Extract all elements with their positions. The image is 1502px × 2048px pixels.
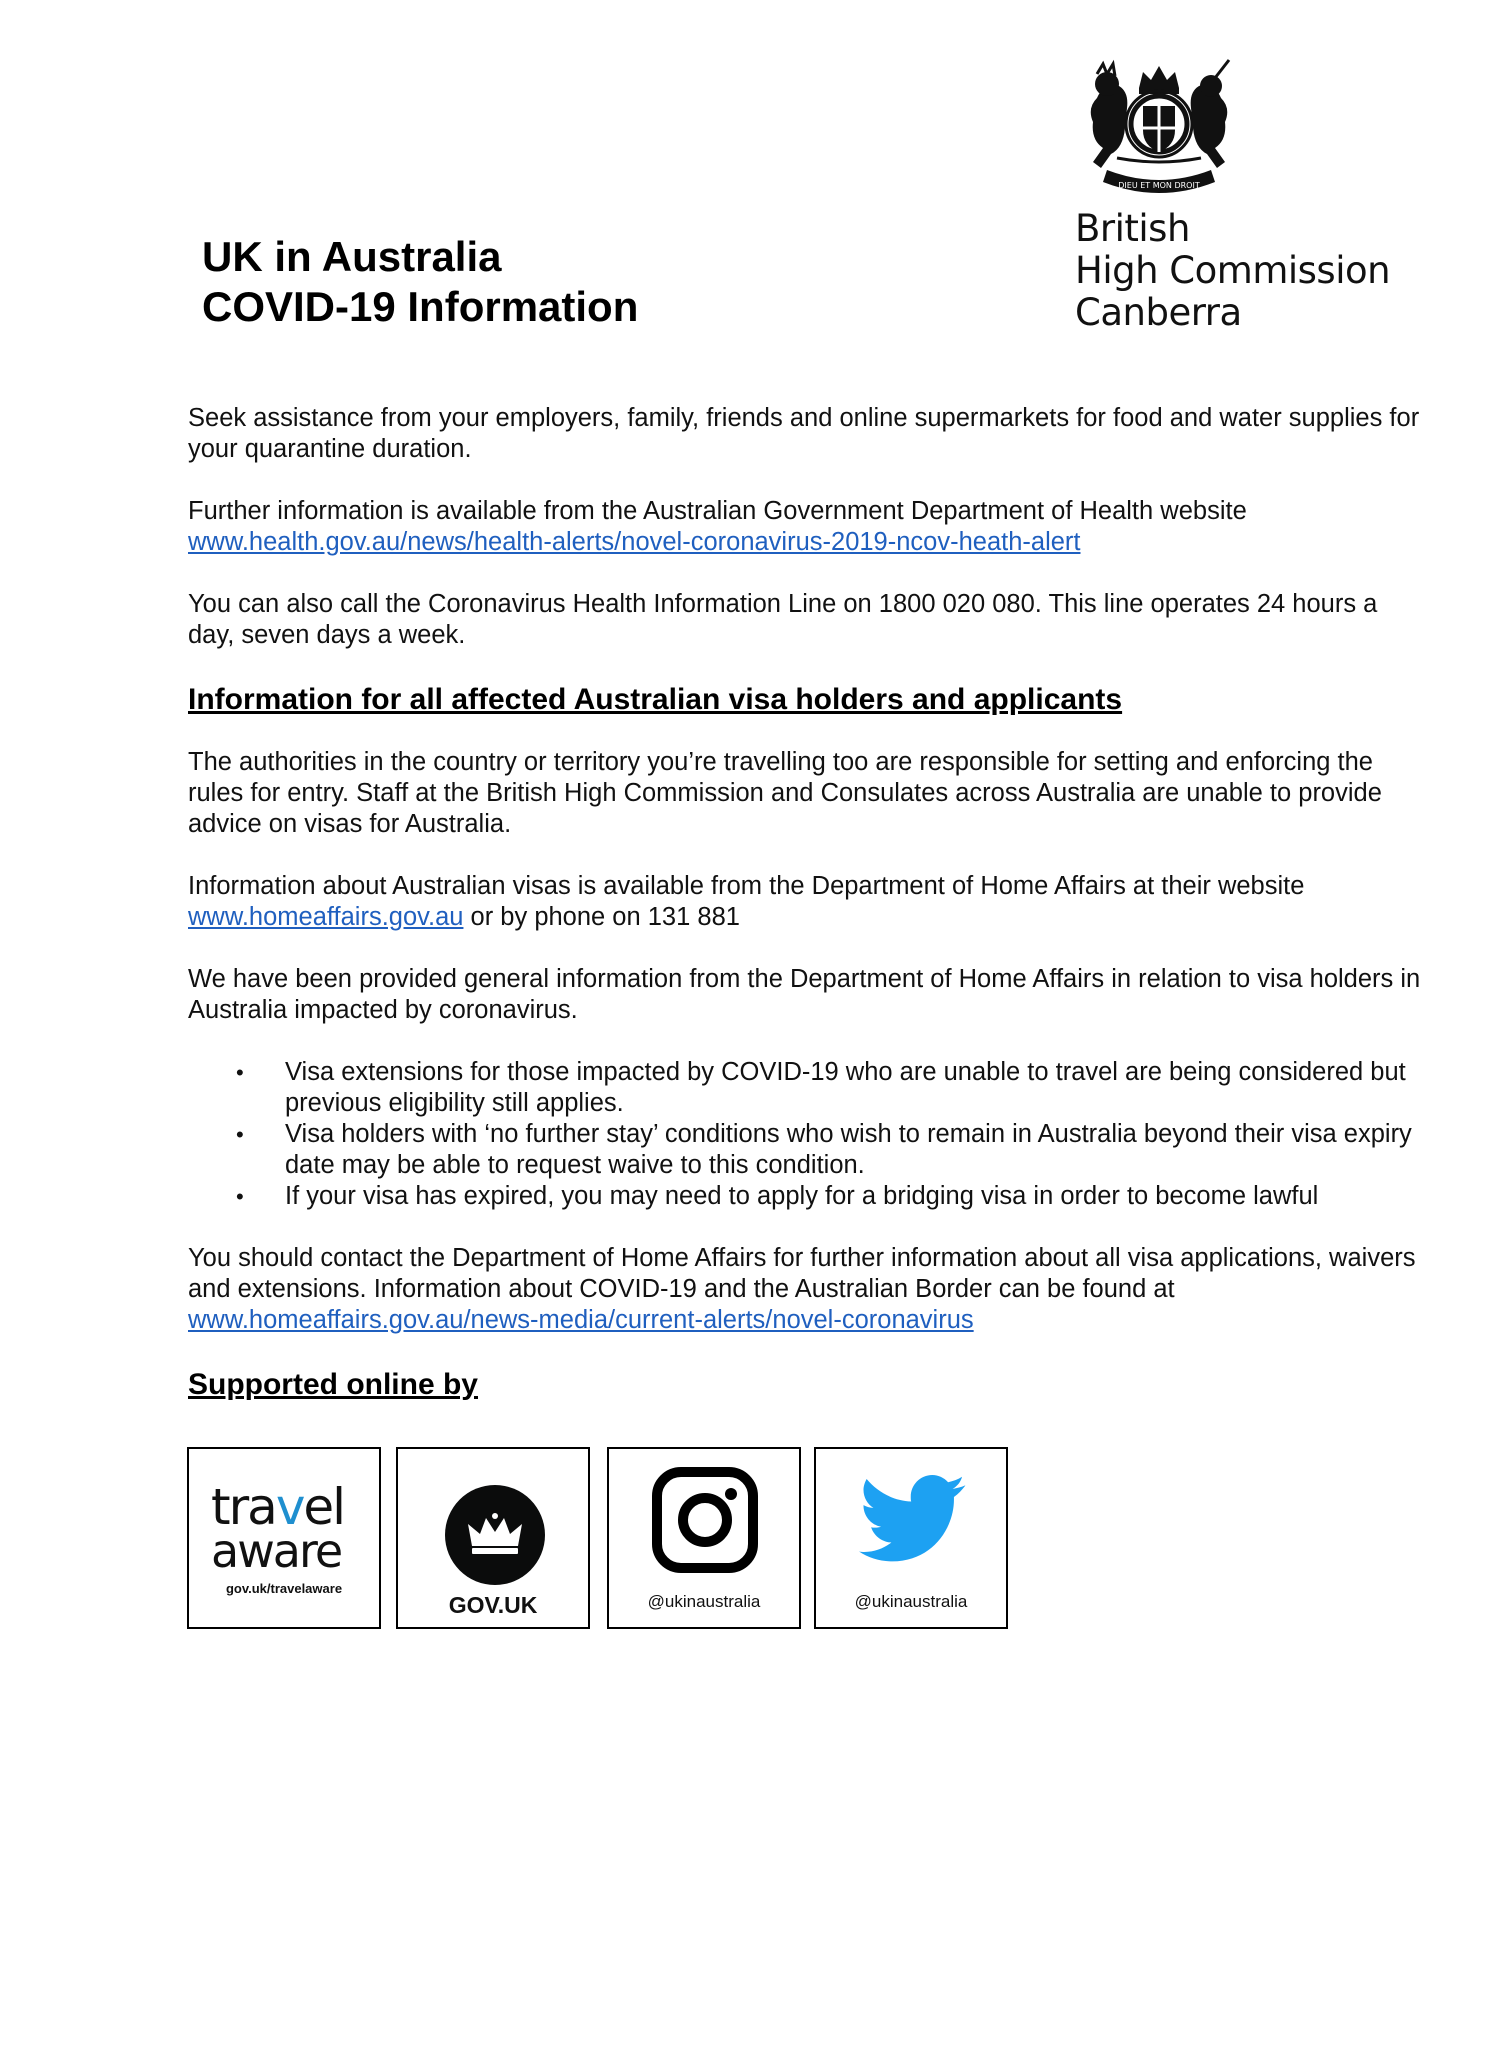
twitter-handle: @ukinaustralia: [854, 1592, 968, 1611]
health-gov-link[interactable]: www.health.gov.au/news/health-alerts/novel-coronavirus-2019-ncov-heath-alert: [188, 528, 1081, 556]
document-title: [202, 232, 638, 332]
health-info-text: Further information is available from the Australian Government Department of Health website: [188, 497, 1247, 525]
bullet-text: Visa holders with ‘no further stay’ conditions who wish to remain in Australia beyond their visa expiry date may be able to request waive to this condition.: [285, 1120, 1412, 1179]
list-item: [236, 1181, 1428, 1212]
instagram-icon: [651, 1466, 759, 1574]
paragraph-contact: [188, 1243, 1428, 1336]
govuk-label: GOV.UK: [448, 1592, 538, 1618]
twitter-badge[interactable]: [814, 1447, 1008, 1629]
instagram-handle: @ukinaustralia: [647, 1592, 761, 1611]
bullet-dot: •: [236, 1122, 244, 1147]
paragraph-general-info: We have been provided general information from the Department of Home Affairs in relation to visa holders in Australia impacted by coronavirus.: [188, 965, 1421, 1024]
bullet-text: Visa extensions for those impacted by COVID-19 who are unable to travel are being considered but previous eligibility still applies.: [285, 1058, 1406, 1117]
bullet-text: If your visa has expired, you may need to apply for a bridging visa in order to become lawful: [285, 1182, 1319, 1210]
organisation-name: [1075, 208, 1395, 334]
visa-phone-text: or by phone on 131 881: [463, 903, 740, 931]
homeaffairs-coronavirus-link[interactable]: www.homeaffairs.gov.au/news-media/current-alerts/novel-coronavirus: [188, 1306, 974, 1334]
org-line-3: Canberra: [1075, 291, 1242, 334]
paragraph-hotline: You can also call the Coronavirus Health Information Line on 1800 020 080. This line operates 24 hours a day, seven days a week.: [188, 590, 1378, 649]
travelaware-word-travel: travel: [211, 1478, 345, 1536]
document-body: [188, 403, 1428, 1432]
royal-coat-of-arms-icon: [1077, 58, 1241, 208]
travelaware-accent-letter: v: [275, 1478, 304, 1536]
paragraph-authorities: The authorities in the country or territory you’re travelling too are responsible for setting and enforcing the rules for entry. Staff at the British High Commission and Consulates across Australia are unable to provide advice on visas for Australia.: [188, 748, 1382, 838]
paragraph-visa-info: [188, 871, 1428, 933]
heading-visa-info: Information for all affected Australian visa holders and applicants: [188, 683, 1123, 716]
visa-info-text: Information about Australian visas is available from the Department of Home Affairs at their website: [188, 872, 1305, 900]
paragraph-health-info: [188, 496, 1428, 558]
heading-supported-online: Supported online by: [188, 1368, 478, 1401]
bullet-dot: •: [236, 1060, 244, 1085]
govuk-circle: [445, 1485, 545, 1585]
bullet-dot: •: [236, 1184, 244, 1209]
paragraph-assistance: Seek assistance from your employers, family, friends and online supermarkets for food and water supplies for your quarantine duration.: [188, 404, 1420, 463]
title-line-1: UK in Australia: [202, 233, 502, 280]
instagram-badge[interactable]: [607, 1447, 801, 1629]
list-item: [236, 1119, 1428, 1181]
title-line-2: COVID-19 Information: [202, 283, 639, 330]
crown-icon: [466, 1512, 524, 1558]
travelaware-url: gov.uk/travelaware: [225, 1581, 343, 1596]
crest-motto: DIEU ET MON DROIT: [1118, 181, 1200, 190]
twitter-bird-icon: [858, 1475, 968, 1565]
govuk-badge[interactable]: [396, 1447, 590, 1629]
travelaware-badge[interactable]: [187, 1447, 381, 1629]
visa-bullet-list: [188, 1057, 1428, 1212]
contact-text: You should contact the Department of Home Affairs for further information about all visa applications, waivers and extensions. Information about COVID-19 and the Australian Border can be found at: [188, 1244, 1416, 1303]
travelaware-word-aware: aware: [211, 1524, 342, 1578]
homeaffairs-link[interactable]: www.homeaffairs.gov.au: [188, 903, 464, 931]
org-line-1: British: [1075, 207, 1190, 250]
british-high-commission-logo: [1075, 58, 1395, 334]
list-item: [236, 1057, 1428, 1119]
org-line-2: High Commission: [1075, 249, 1391, 292]
